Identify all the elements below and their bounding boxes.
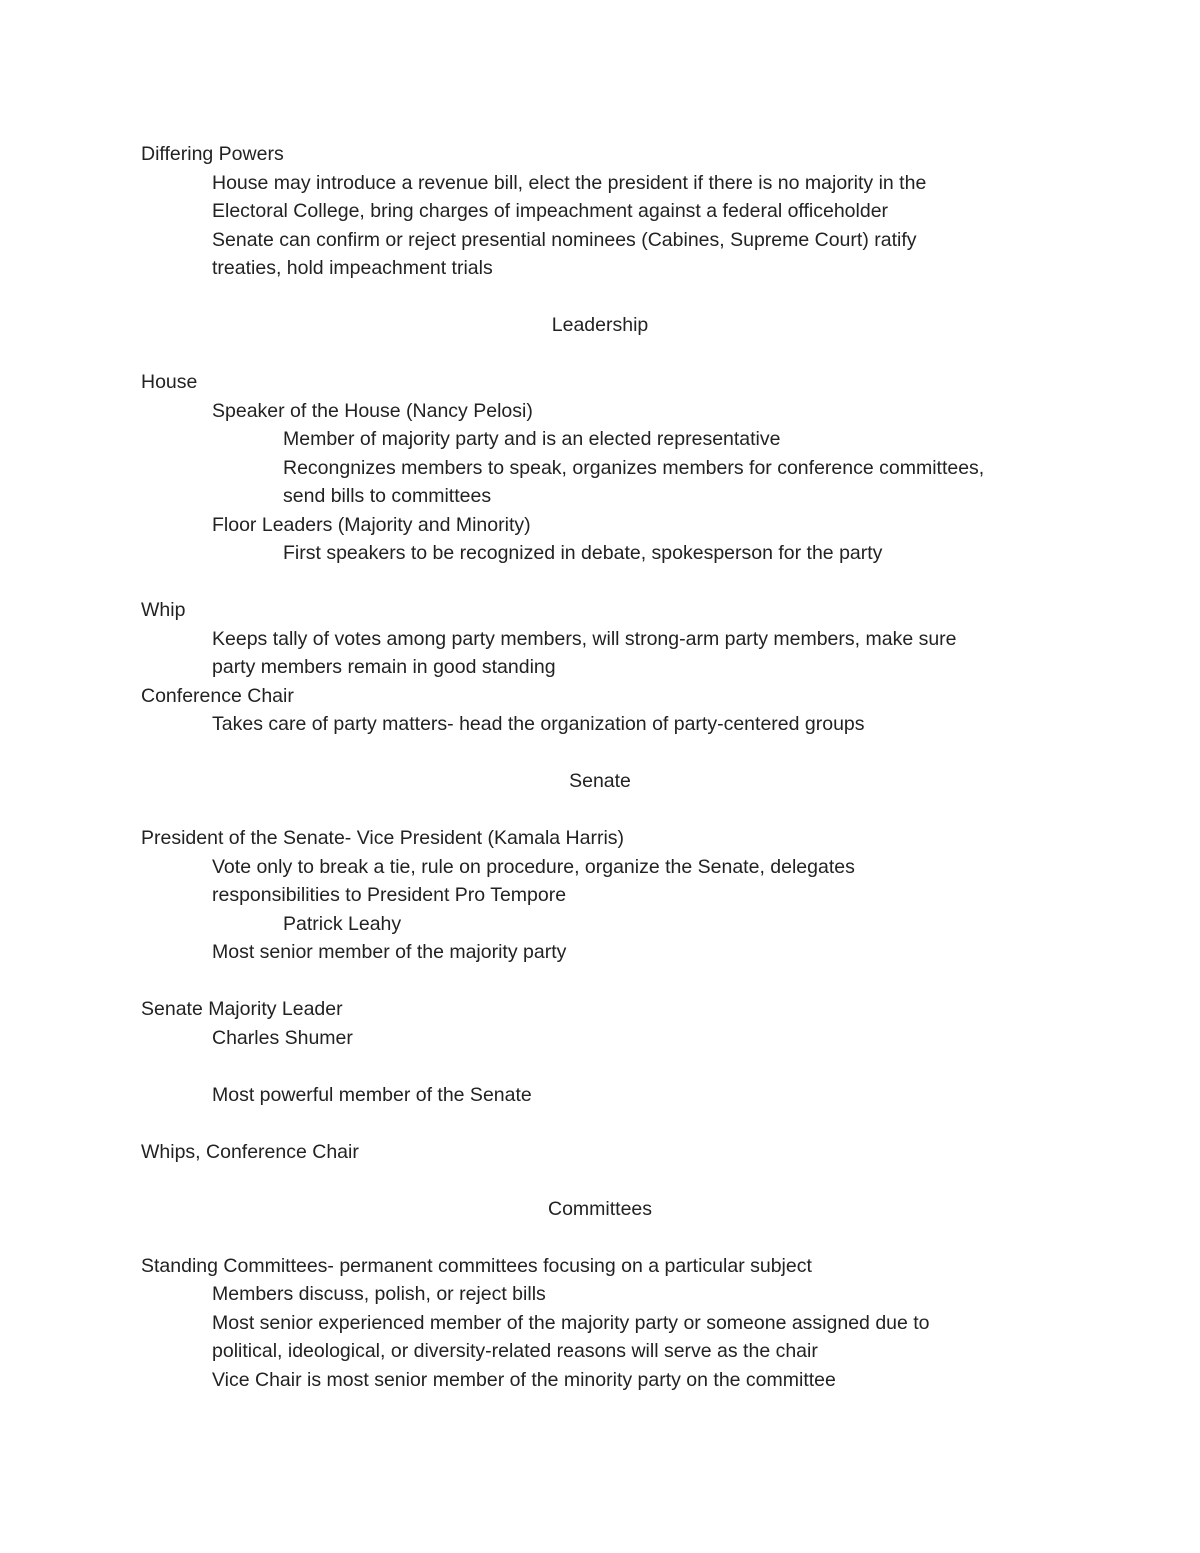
detail-line: political, ideological, or diversity-related reasons will serve as the chair xyxy=(212,1340,818,1362)
subdetail-line: Member of majority party and is an elected representative xyxy=(283,428,781,450)
topic-line: Senate Majority Leader xyxy=(141,998,343,1020)
detail-line: responsibilities to President Pro Tempore xyxy=(212,884,567,906)
subdetail-line: Patrick Leahy xyxy=(283,912,402,935)
topic-line: Whips, Conference Chair xyxy=(141,1140,359,1163)
detail-line: Keeps tally of votes among party members, will strong-arm party members, make sure xyxy=(212,627,957,650)
blank-line xyxy=(141,1166,1061,1195)
detail-line: Vote only to break a tie, rule on procedure, organize the Senate, delegates xyxy=(212,855,855,878)
topic-line: House xyxy=(141,371,198,393)
topic-line: Differing Powers xyxy=(141,143,284,165)
detail-line: Vice Chair is most senior member of the minority party on the committee xyxy=(212,1368,836,1391)
detail-line: party members remain in good standing xyxy=(212,656,556,678)
section-heading: Committees xyxy=(547,1197,653,1220)
blank-line xyxy=(141,967,1061,996)
detail-line: Speaker of the House (Nancy Pelosi) xyxy=(212,399,533,422)
topic-line: Conference Chair xyxy=(141,684,294,707)
topic-line: Whip xyxy=(141,599,186,621)
blank-line xyxy=(141,1223,1061,1252)
topic-line: President of the Senate- Vice President (Kamala Harris) xyxy=(141,827,625,849)
detail-line: Most powerful member of the Senate xyxy=(212,1083,532,1106)
detail-line: Floor Leaders (Majority and Minority) xyxy=(212,513,531,536)
section-heading: Senate xyxy=(569,770,631,792)
detail-line: Members discuss, polish, or reject bills xyxy=(212,1283,546,1305)
subdetail-line: send bills to committees xyxy=(283,485,492,507)
detail-line: Electoral College, bring charges of impeachment against a federal officeholder xyxy=(212,200,889,222)
detail-line: Takes care of party matters- head the organization of party-centered groups xyxy=(212,713,865,735)
detail-line: treaties, hold impeachment trials xyxy=(212,257,493,279)
subdetail-line: First speakers to be recognized in debate, spokesperson for the party xyxy=(283,542,883,564)
detail-line: Charles Shumer xyxy=(212,1026,353,1049)
blank-line xyxy=(141,283,1061,312)
blank-line xyxy=(141,340,1061,369)
blank-line xyxy=(141,1109,1061,1138)
blank-line xyxy=(141,1052,1061,1081)
detail-line: Most senior member of the majority party xyxy=(212,941,567,963)
topic-line: Standing Committees- permanent committees focusing on a particular subject xyxy=(141,1254,812,1277)
subdetail-line: Recongnizes members to speak, organizes members for conference committees, xyxy=(283,456,985,479)
detail-line: Most senior experienced member of the majority party or someone assigned due to xyxy=(212,1311,930,1334)
detail-line: House may introduce a revenue bill, elect the president if there is no majority in the xyxy=(212,171,927,194)
section-heading: Leadership xyxy=(551,314,649,336)
document-page xyxy=(141,140,1061,1394)
blank-line xyxy=(141,739,1061,768)
blank-line xyxy=(141,796,1061,825)
blank-line xyxy=(141,568,1061,597)
detail-line: Senate can confirm or reject presential nominees (Cabines, Supreme Court) ratify xyxy=(212,228,917,251)
